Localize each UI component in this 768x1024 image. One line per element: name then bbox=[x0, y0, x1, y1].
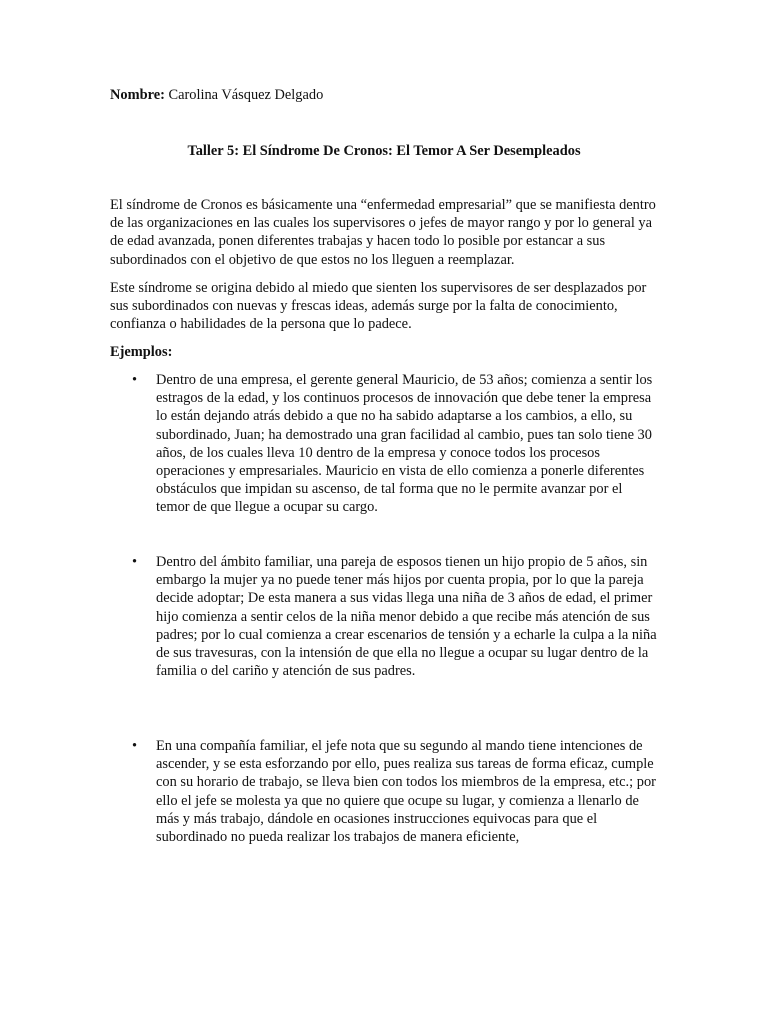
example-item-1 bbox=[132, 371, 658, 517]
intro-paragraph: El síndrome de Cronos es básicamente una “enfermedad empresarial” que se manifiesta dentro de las organizaciones en las cuales los supervisores o jefes de mayor rango y por lo general ya de edad avanzada, ponen diferentes trabajas y hacen todo lo posible por estancar a sus subordinados con el objetivo de que estos no los lleguen a reemplazar. bbox=[110, 197, 656, 268]
example-text-1: Dentro de una empresa, el gerente general Mauricio, de 53 años; comienza a sentir los estragos de la edad, y los continuos procesos de innovación que debe tener la empresa lo están dejando atrás debido a que no ha sabido adaptarse a los cambios, a ello, su subordinado, Juan; ha demostrado una gran facilidad al cambio, pues tan solo tiene 30 años, de los cuales lleva 10 dentro de la empresa y conoce todos los procesos operaciones y empresariales. Mauricio en vista de ello comienza a ponerle diferentes obstáculos que impidan su ascenso, de tal forma que no le permite avanzar por el temor de que llegue a ocupar su cargo. bbox=[156, 372, 653, 516]
examples-heading: Ejemplos: bbox=[110, 344, 173, 360]
example-item-3 bbox=[132, 737, 658, 846]
example-text-3: En una compañía familiar, el jefe nota que su segundo al mando tiene intenciones de ascender, y se esta esforzando por ello, pues realiza sus tareas de forma eficaz, cumple con su horario de trabajo, se lleva bien con todos los miembros de la empresa, etc.; por ello el jefe se molesta ya que no quiere que ocupe su lugar, y comienza a llenarlo de más y más trabajo, dándole en ocasiones instrucciones equivocas para que el subordinado no pueda realizar los trabajos de manera eficiente, bbox=[156, 738, 656, 846]
example-text-2: Dentro del ámbito familiar, una pareja de esposos tienen un hijo propio de 5 años, sin embargo la mujer ya no puede tener más hijos por cuenta propia, por lo que la pareja decide adoptar; De esta manera a sus vidas llega una niña de 3 años de edad, el primer hijo comienza a sentir celos de la niña menor debido a que recibe más atención de sus padres; por lo cual comienza a crear escenarios de tensión y a echarle la culpa a la niña de sus travesuras, con la intensión de que ella no llegue a ocupar su lugar dentro de la familia o del cariño y atención de sus padres. bbox=[156, 554, 657, 680]
author-label: Nombre: bbox=[110, 87, 165, 103]
author-line bbox=[110, 86, 658, 104]
bullet-icon: • bbox=[132, 738, 138, 754]
origin-paragraph: Este síndrome se origina debido al miedo que sienten los supervisores de ser desplazados por sus subordinados con nuevas y frescas ideas, además surge por la falta de conocimiento, confianza o habilidades de la persona que lo padece. bbox=[110, 280, 647, 333]
author-name: Carolina Vásquez Delgado bbox=[164, 87, 324, 103]
example-item-2 bbox=[132, 553, 658, 680]
document-title: Taller 5: El Síndrome De Cronos: El Temor A Ser Desempleados bbox=[187, 143, 581, 159]
bullet-icon: • bbox=[132, 554, 138, 570]
bullet-icon: • bbox=[132, 372, 138, 388]
